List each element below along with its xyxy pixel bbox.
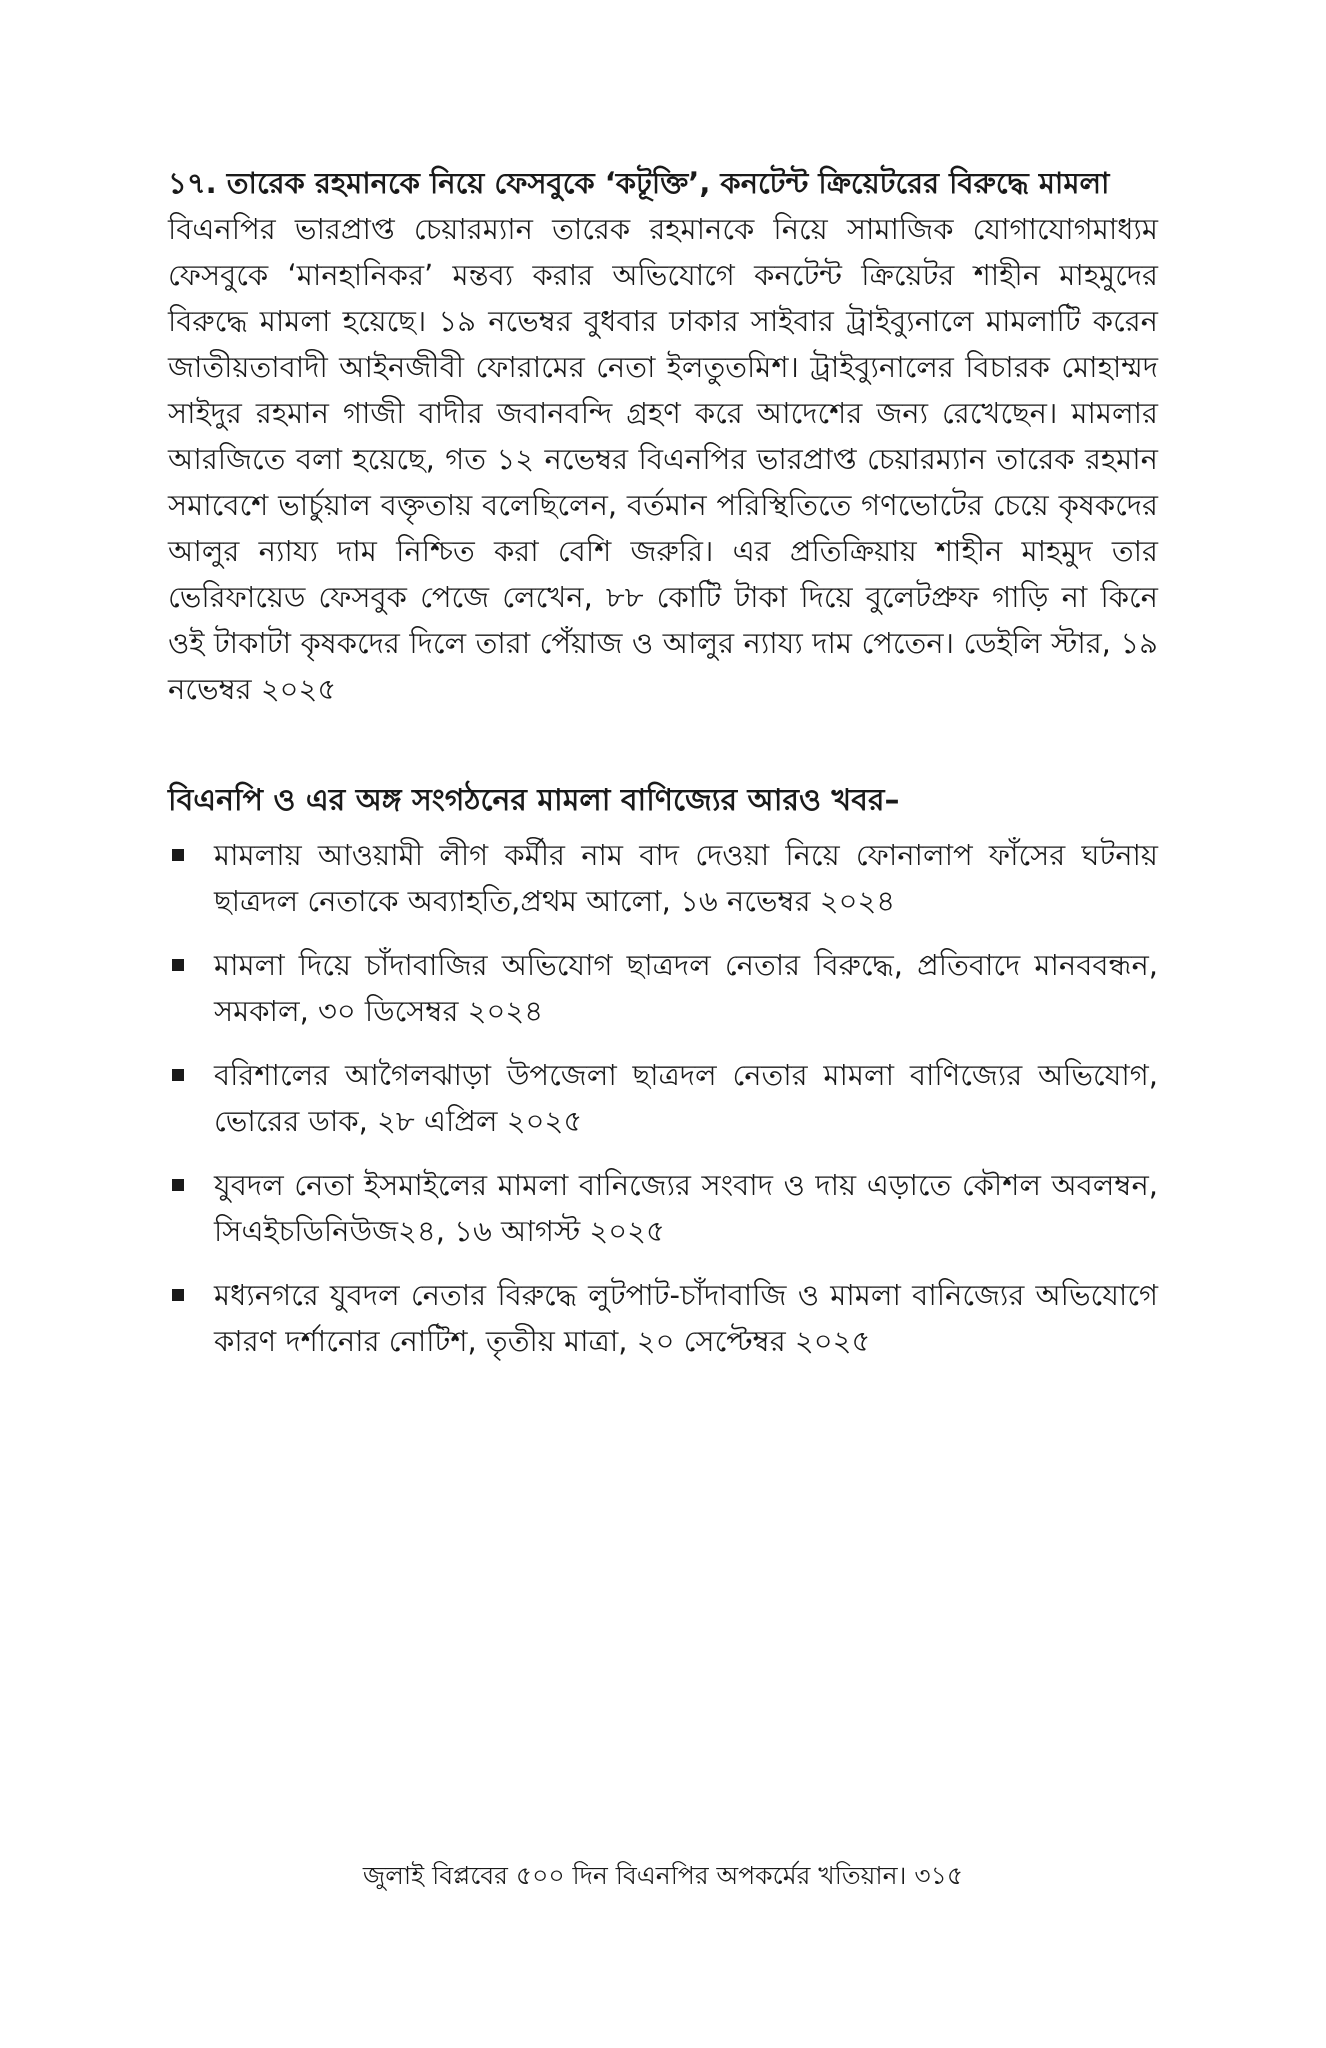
list-item bbox=[168, 1272, 1158, 1364]
list-item bbox=[168, 1162, 1158, 1254]
list-item-text: মামলায় আওয়ামী লীগ কর্মীর নাম বাদ দেওয়া নিয়ে ফোনালাপ ফাঁসের ঘটনায় ছাত্রদল নেতাকে অব্যাহতি,প্রথম আলো, ১৬ নভেম্বর ২০২৪ bbox=[214, 838, 1158, 918]
square-bullet-icon bbox=[172, 1289, 184, 1301]
list-item bbox=[168, 832, 1158, 924]
related-news-list bbox=[168, 832, 1158, 1364]
list-item-text: মধ্যনগরে যুবদল নেতার বিরুদ্ধে লুটপাট-চাঁদাবাজি ও মামলা বানিজ্যের অভিযোগে কারণ দর্শানোর নোটিশ, তৃতীয় মাত্রা, ২০ সেপ্টেম্বর ২০২৫ bbox=[214, 1278, 1158, 1358]
list-item-text: বরিশালের আগৈলঝাড়া উপজেলা ছাত্রদল নেতার মামলা বাণিজ্যের অভিযোগ, ভোরের ডাক, ২৮ এপ্রিল ২০২৫ bbox=[214, 1058, 1158, 1138]
list-item-text: মামলা দিয়ে চাঁদাবাজির অভিযোগ ছাত্রদল নেতার বিরুদ্ধে, প্রতিবাদে মানববন্ধন, সমকাল, ৩০ ডিসেম্বর ২০২৪ bbox=[214, 948, 1158, 1028]
square-bullet-icon bbox=[172, 1069, 184, 1081]
related-news-heading: বিএনপি ও এর অঙ্গ সংগঠনের মামলা বাণিজ্যের আরও খবর– bbox=[168, 783, 900, 818]
article-heading: ১৭. তারেক রহমানকে নিয়ে ফেসবুকে ‘কটূক্তি’, কনটেন্ট ক্রিয়েটরের বিরুদ্ধে মামলা bbox=[168, 166, 1110, 200]
page-content bbox=[168, 160, 1158, 1382]
page-footer: জুলাই বিপ্লবের ৫০০ দিন বিএনপির অপকর্মের খতিয়ান। ৩১৫ bbox=[362, 1861, 964, 1890]
square-bullet-icon bbox=[172, 1179, 184, 1191]
list-item-text: যুবদল নেতা ইসমাইলের মামলা বানিজ্যের সংবাদ ও দায় এড়াতে কৌশল অবলম্বন, সিএইচডিনিউজ২৪, ১৬ আগস্ট ২০২৫ bbox=[214, 1168, 1158, 1248]
list-item bbox=[168, 1052, 1158, 1144]
list-item bbox=[168, 942, 1158, 1034]
article-body: বিএনপির ভারপ্রাপ্ত চেয়ারম্যান তারেক রহমানকে নিয়ে সামাজিক যোগাযোগমাধ্যম ফেসবুকে ‘মানহানিকর’ মন্তব্য করার অভিযোগে কনটেন্ট ক্রিয়েটর শাহীন মাহমুদের বিরুদ্ধে মামলা হয়েছে। ১৯ নভেম্বর বুধবার ঢাকার সাইবার ট্রাইব্যুনালে মামলাটি করেন জাতীয়তাবাদী আইনজীবী ফোরামের নেতা ইলতুতমিশ। ট্রাইব্যুনালের বিচারক মোহাম্মদ সাইদুর রহমান গাজী বাদীর জবানবন্দি গ্রহণ করে আদেশের জন্য রেখেছেন। মামলার আরজিতে বলা হয়েছে, গত ১২ নভেম্বর বিএনপির ভারপ্রাপ্ত চেয়ারম্যান তারেক রহমান সমাবেশে ভার্চুয়াল বক্তৃতায় বলেছিলেন, বর্তমান পরিস্থিতিতে গণভোটের চেয়ে কৃষকদের আলুর ন্যায্য দাম নিশ্চিত করা বেশি জরুরি। এর প্রতিক্রিয়ায় শাহীন মাহমুদ তার ভেরিফায়েড ফেসবুক পেজে লেখেন, ৮৮ কোটি টাকা দিয়ে বুলেটপ্রুফ গাড়ি না কিনে ওই টাকাটা কৃষকদের দিলে তারা পেঁয়াজ ও আলুর ন্যায্য দাম পেতেন। ডেইলি স্টার, ১৯ নভেম্বর ২০২৫ bbox=[168, 212, 1158, 706]
square-bullet-icon bbox=[172, 849, 184, 861]
square-bullet-icon bbox=[172, 959, 184, 971]
